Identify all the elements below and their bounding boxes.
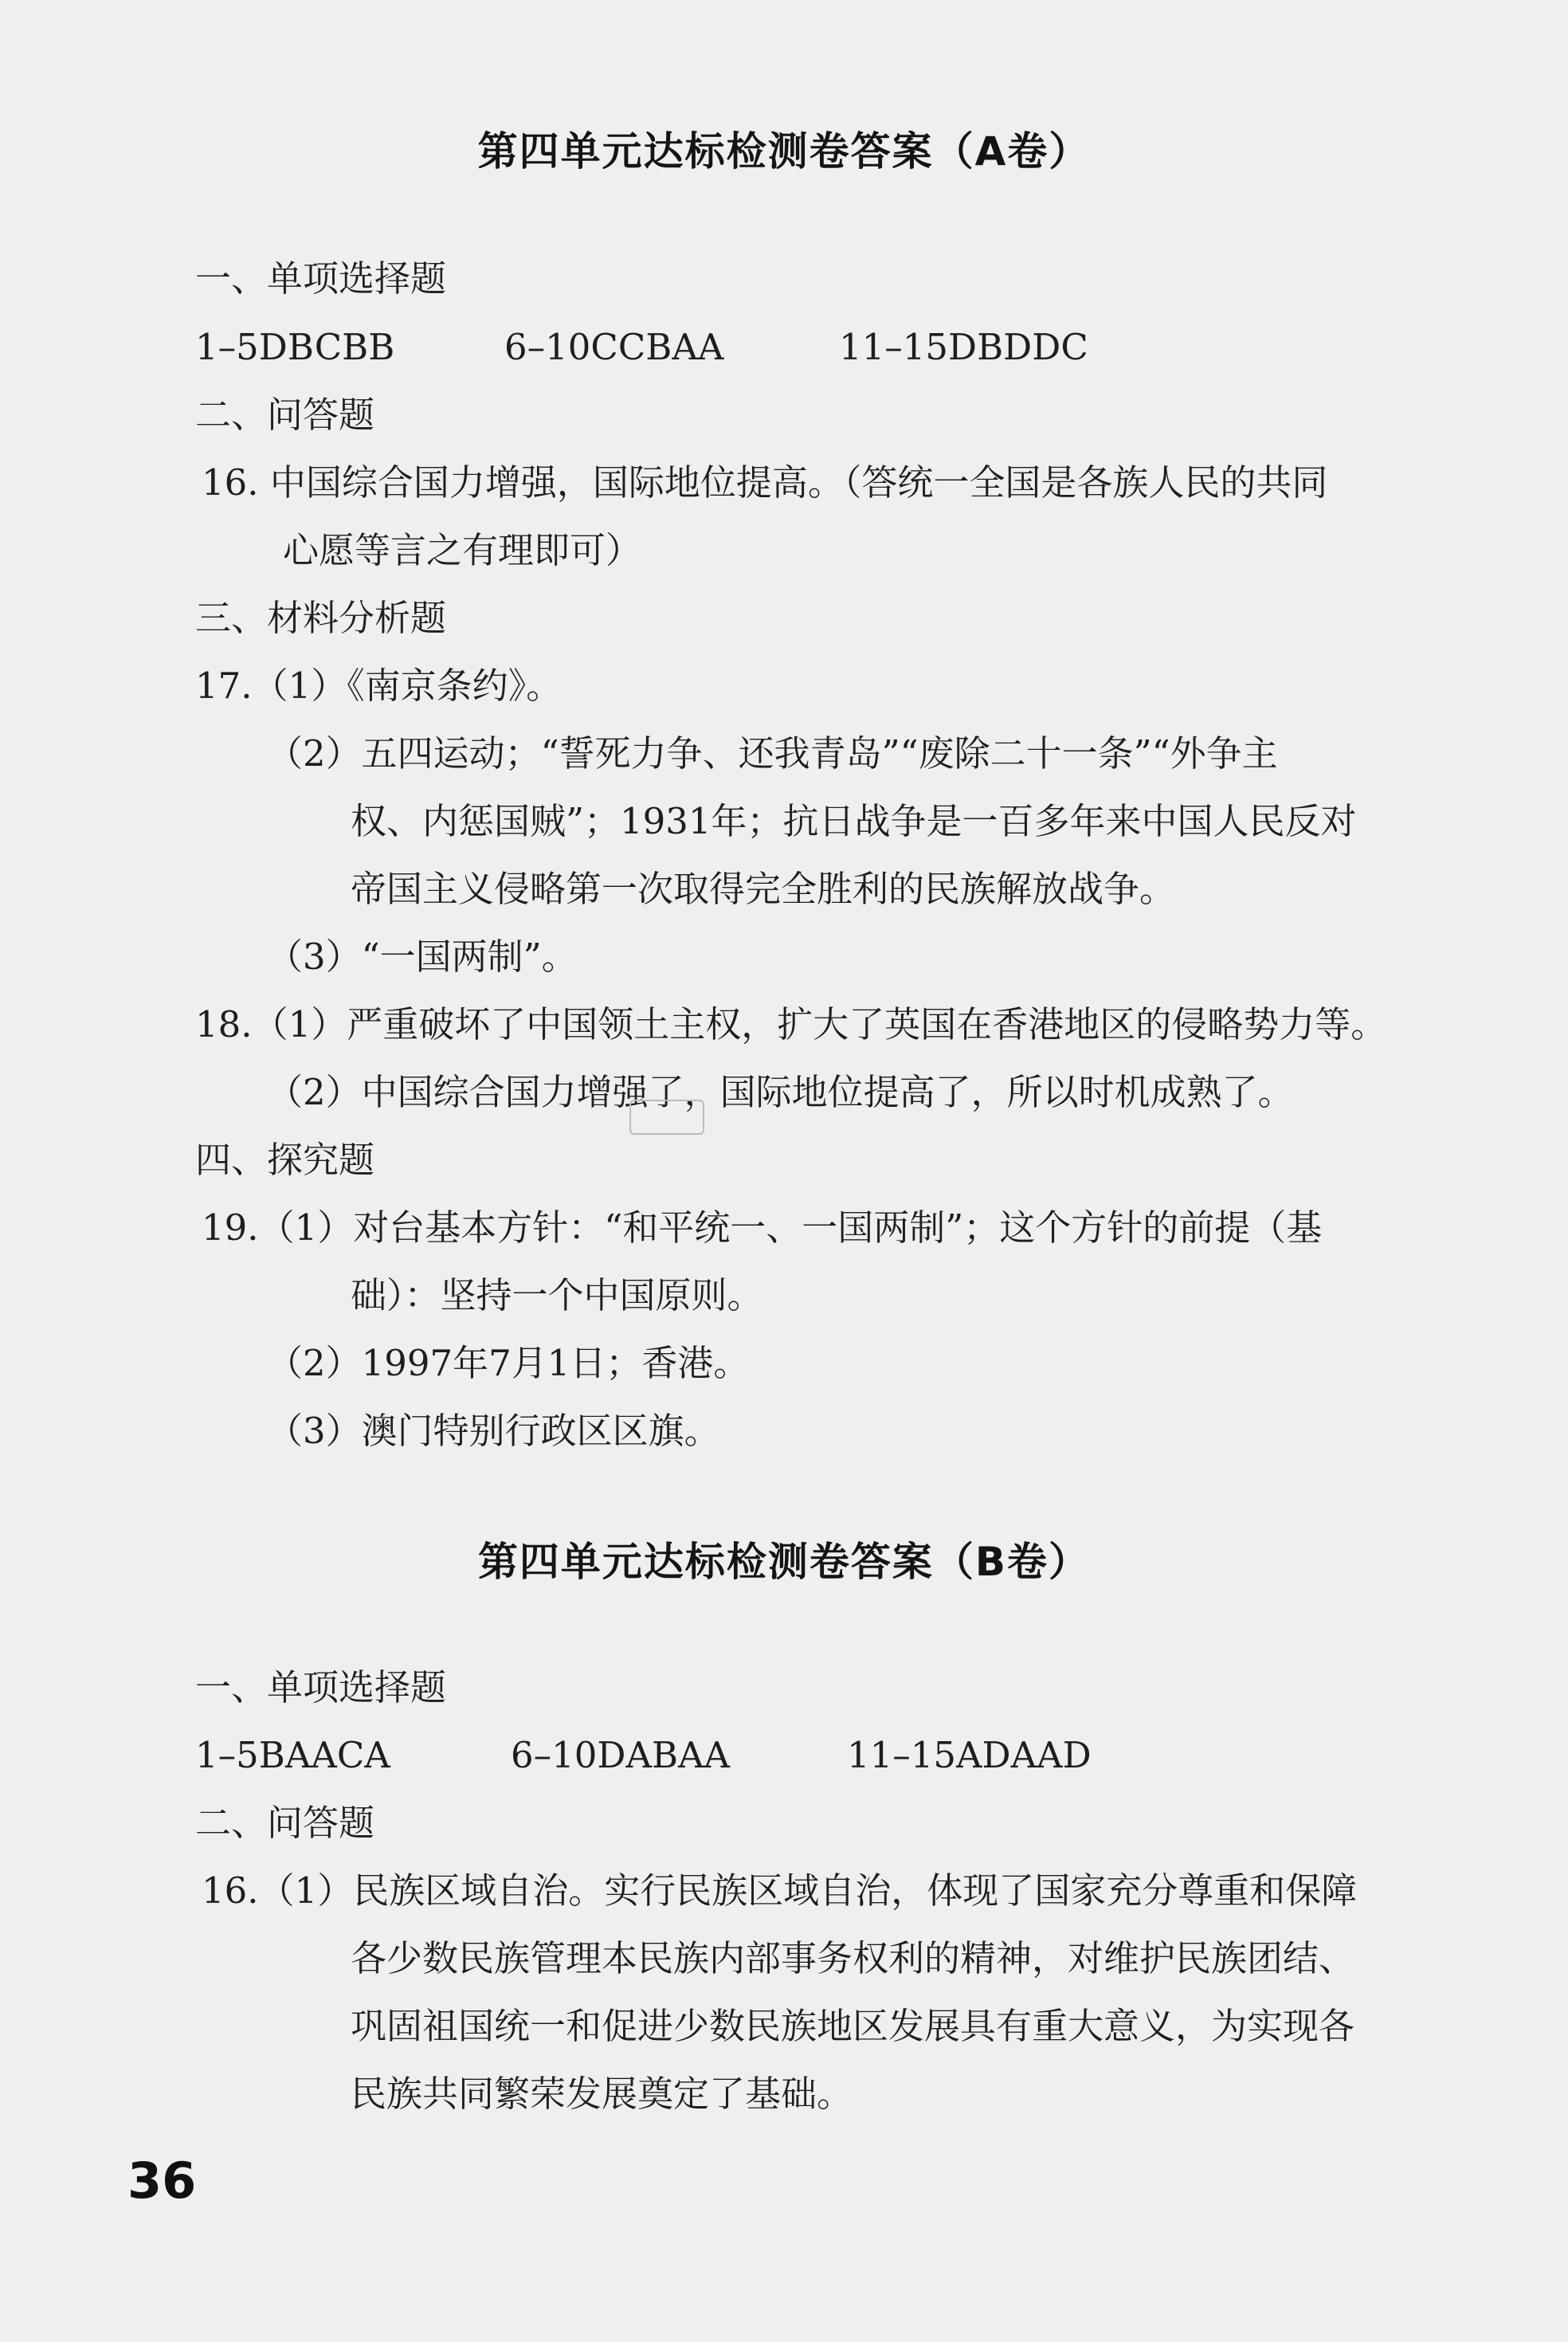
section-a-q18-2: （2）中国综合国力增强了，国际地位提高了，所以时机成熟了。	[267, 1071, 1294, 1113]
section-a-q19-1-line1: 19.（1）对台基本方针：“和平统一、一国两制”；这个方针的前提（基	[202, 1206, 1323, 1249]
page-number: 36	[127, 2152, 197, 2210]
section-a-q16-line1: 16. 中国综合国力增强，国际地位提高。（答统一全国是各族人民的共同	[202, 461, 1328, 504]
section-b-q16-1-line1: 16.（1）民族区域自治。实行民族区域自治，体现了国家充分尊重和保障	[202, 1869, 1358, 1912]
section-a-q19-1-line2: 础）：坚持一个中国原则。	[351, 1274, 763, 1316]
section-a-title: 第四单元达标检测卷答案（A卷）	[477, 128, 1091, 175]
section-a-q17-1: 17.（1）《南京条约》。	[195, 665, 563, 707]
section-a-q17-2-line1: （2）五四运动；“誓死力争、还我青岛”“废除二十一条”“外争主	[267, 732, 1278, 775]
section-a-material-heading: 三、材料分析题	[195, 597, 447, 639]
section-b-mc-heading: 一、单项选择题	[195, 1666, 447, 1708]
section-a-mc-heading: 一、单项选择题	[195, 257, 447, 300]
stamp-mark	[629, 1100, 704, 1135]
section-b-mc-answers-3: 11–15ADAAD	[847, 1734, 1092, 1776]
section-a-mc-answers-3: 11–15DBDDC	[839, 326, 1088, 368]
section-a-mc-answers-1: 1–5DBCBB	[195, 326, 395, 368]
section-b-q16-1-line4: 民族共同繁荣发展奠定了基础。	[351, 2073, 853, 2115]
section-b-qa-heading: 二、问答题	[195, 1802, 375, 1844]
section-a-qa-heading: 二、问答题	[195, 394, 375, 436]
section-a-q16-line2: 心愿等言之有理即可）	[283, 529, 642, 571]
section-a-q17-2-line2: 权、内惩国贼”；1931年；抗日战争是一百多年来中国人民反对	[351, 800, 1357, 842]
section-b-mc-answers-1: 1–5BAACA	[195, 1734, 390, 1776]
section-a-q19-2: （2）1997年7月1日；香港。	[267, 1342, 750, 1384]
section-b-q16-1-line3: 巩固祖国统一和促进少数民族地区发展具有重大意义，为实现各	[351, 2005, 1355, 2047]
section-a-q19-3: （3）澳门特别行政区区旗。	[267, 1410, 720, 1452]
section-a-inquiry-heading: 四、探究题	[195, 1139, 375, 1181]
section-a-q17-3: （3）“一国两制”。	[267, 936, 578, 978]
section-a-mc-answers-2: 6–10CCBAA	[504, 326, 724, 368]
section-b-mc-answers-2: 6–10DABAA	[511, 1734, 731, 1776]
section-b-title: 第四单元达标检测卷答案（B卷）	[477, 1539, 1091, 1585]
section-a-q17-2-line3: 帝国主义侵略第一次取得完全胜利的民族解放战争。	[351, 868, 1176, 910]
section-a-q18-1: 18.（1）严重破坏了中国领土主权，扩大了英国在香港地区的侵略势力等。	[195, 1003, 1387, 1045]
section-b-q16-1-line2: 各少数民族管理本民族内部事务权利的精神，对维护民族团结、	[351, 1937, 1355, 1979]
